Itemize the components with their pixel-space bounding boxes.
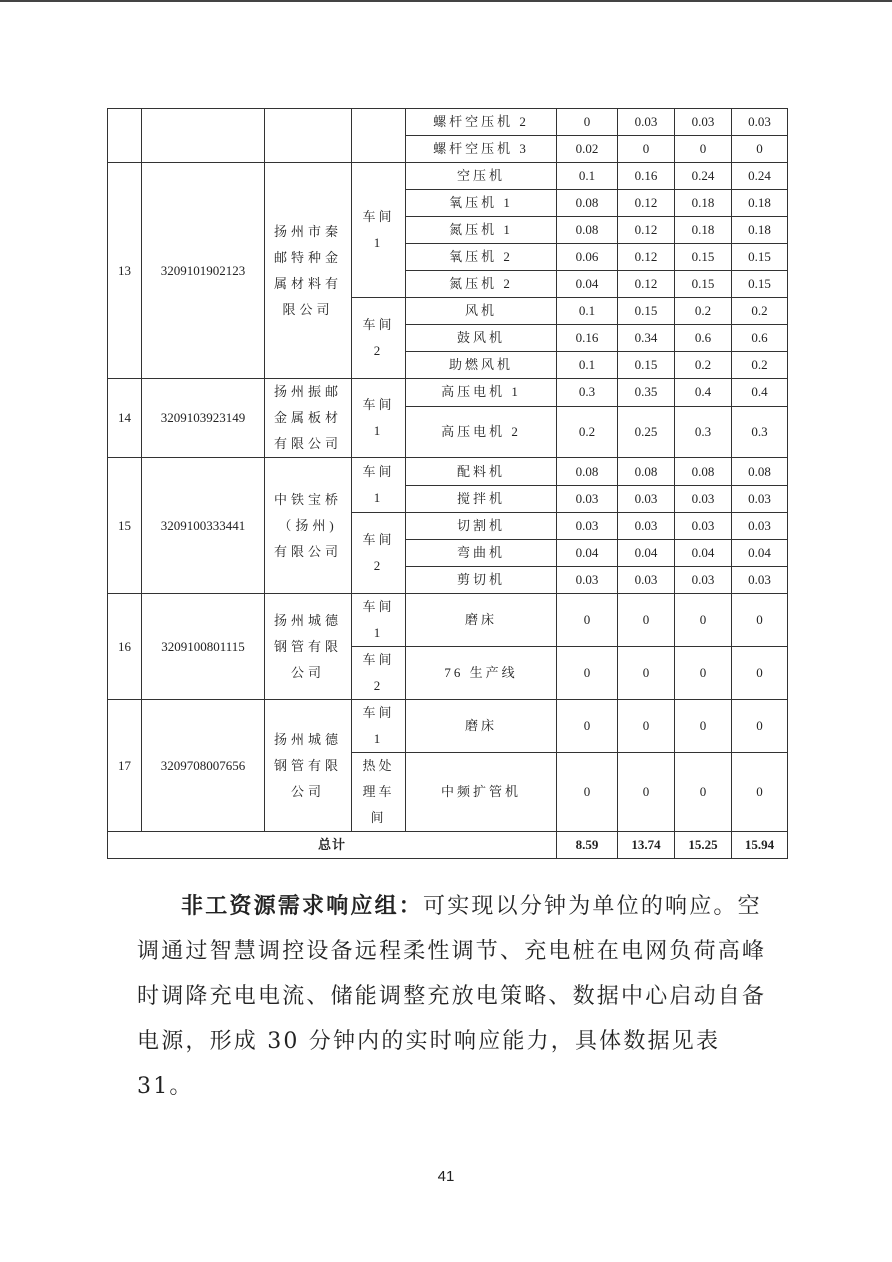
value-cell: 0 (618, 647, 675, 700)
value-cell: 0.03 (675, 513, 732, 540)
value-cell: 0.04 (675, 540, 732, 567)
value-cell: 0.18 (732, 190, 788, 217)
value-cell: 0.03 (732, 513, 788, 540)
table-body (108, 109, 788, 859)
table-row (108, 700, 788, 753)
top-border (0, 0, 892, 2)
value-cell: 0 (675, 647, 732, 700)
value-cell: 0.08 (732, 458, 788, 486)
company-name: 扬州市秦邮特种金属材料有限公司 (265, 163, 352, 379)
equipment-cell: 切割机 (406, 513, 557, 540)
value-cell: 0.03 (675, 567, 732, 594)
workshop-cell (352, 109, 406, 163)
value-cell: 0 (557, 700, 618, 753)
value-cell: 0.03 (618, 513, 675, 540)
equipment-cell: 氮压机 1 (406, 217, 557, 244)
equipment-cell: 76 生产线 (406, 647, 557, 700)
workshop-name: 车间2 (352, 513, 406, 594)
equipment-cell: 助燃风机 (406, 352, 557, 379)
value-cell: 0.24 (675, 163, 732, 190)
value-cell: 0 (732, 647, 788, 700)
value-cell: 0 (557, 594, 618, 647)
company-name: 中铁宝桥（扬州)有限公司 (265, 458, 352, 594)
value-cell: 0.34 (618, 325, 675, 352)
value-cell: 0.08 (675, 458, 732, 486)
equipment-cell: 高压电机 1 (406, 379, 557, 407)
value-cell: 0 (618, 753, 675, 832)
value-cell: 0 (618, 700, 675, 753)
total-value: 15.94 (732, 832, 788, 859)
paragraph-lead: 非工资源需求响应组： (181, 893, 424, 919)
equipment-cell: 空压机 (406, 163, 557, 190)
value-cell: 0.18 (675, 190, 732, 217)
value-cell: 0.16 (557, 325, 618, 352)
value-cell: 0.4 (675, 379, 732, 407)
user-code: 3209103923149 (142, 379, 265, 458)
workshop-name: 车间2 (352, 298, 406, 379)
value-cell: 0.08 (557, 217, 618, 244)
value-cell: 0.03 (732, 486, 788, 513)
value-cell: 0 (618, 594, 675, 647)
workshop-name: 车间1 (352, 163, 406, 298)
total-label: 总计 (108, 832, 557, 859)
value-cell: 0.15 (732, 271, 788, 298)
workshop-name: 车间1 (352, 379, 406, 458)
equipment-cell: 磨床 (406, 594, 557, 647)
value-cell: 0.3 (557, 379, 618, 407)
value-cell: 0.2 (732, 352, 788, 379)
value-cell: 0.04 (557, 271, 618, 298)
body-paragraph (137, 884, 767, 1109)
value-cell: 0 (732, 136, 788, 163)
user-code: 3209708007656 (142, 700, 265, 832)
value-cell: 0.06 (557, 244, 618, 271)
value-cell: 0.03 (618, 567, 675, 594)
equipment-cell: 高压电机 2 (406, 406, 557, 457)
value-cell: 0.12 (618, 190, 675, 217)
total-value: 15.25 (675, 832, 732, 859)
value-cell: 0.12 (618, 217, 675, 244)
value-cell: 0.3 (732, 406, 788, 457)
page-number: 41 (437, 1168, 455, 1185)
value-cell: 0.1 (557, 352, 618, 379)
value-cell: 0 (732, 594, 788, 647)
equipment-cell: 螺杆空压机 2 (406, 109, 557, 136)
company-name: 扬州振邮金属板材有限公司 (265, 379, 352, 458)
code-cell (142, 109, 265, 163)
value-cell: 0.24 (732, 163, 788, 190)
value-cell: 0.15 (675, 244, 732, 271)
value-cell: 0.6 (732, 325, 788, 352)
value-cell: 0 (732, 753, 788, 832)
value-cell: 0.02 (557, 136, 618, 163)
value-cell: 0.15 (732, 244, 788, 271)
equipment-cell: 弯曲机 (406, 540, 557, 567)
value-cell: 0 (675, 136, 732, 163)
total-value: 8.59 (557, 832, 618, 859)
value-cell: 0.04 (557, 540, 618, 567)
equipment-cell: 螺杆空压机 3 (406, 136, 557, 163)
value-cell: 0 (732, 700, 788, 753)
paragraph-body: 可实现以分钟为单位的响应。空调通过智慧调控设备远程柔性调节、充电桩在电网负荷高峰时调降充电电流、储能调整充放电策略、数据中心启动自备电源，形成 30 分钟内的实时响应能力，具体数据见表 31。 (137, 894, 767, 1099)
value-cell: 0.6 (675, 325, 732, 352)
value-cell: 0.25 (618, 406, 675, 457)
company-name: 扬州城德钢管有限公司 (265, 594, 352, 700)
value-cell: 0.03 (557, 567, 618, 594)
row-number: 16 (108, 594, 142, 700)
equipment-cell: 中频扩管机 (406, 753, 557, 832)
workshop-name: 车间2 (352, 647, 406, 700)
value-cell: 0.18 (732, 217, 788, 244)
value-cell: 0.2 (557, 406, 618, 457)
row-number: 14 (108, 379, 142, 458)
value-cell: 0.03 (675, 486, 732, 513)
table-row (108, 163, 788, 190)
table-row (108, 594, 788, 647)
value-cell: 0.3 (675, 406, 732, 457)
value-cell: 0.15 (618, 298, 675, 325)
value-cell: 0 (675, 700, 732, 753)
value-cell: 0.03 (557, 513, 618, 540)
value-cell: 0.35 (618, 379, 675, 407)
table-row (108, 458, 788, 486)
user-code: 3209101902123 (142, 163, 265, 379)
value-cell: 0.03 (618, 109, 675, 136)
value-cell: 0 (557, 647, 618, 700)
value-cell: 0.2 (675, 352, 732, 379)
value-cell: 0 (618, 136, 675, 163)
value-cell: 0 (675, 753, 732, 832)
row-number: 15 (108, 458, 142, 594)
value-cell: 0.15 (675, 271, 732, 298)
value-cell: 0.4 (732, 379, 788, 407)
no-cell (108, 109, 142, 163)
value-cell: 0.16 (618, 163, 675, 190)
table-row (108, 109, 788, 136)
value-cell: 0.12 (618, 244, 675, 271)
value-cell: 0.04 (732, 540, 788, 567)
equipment-cell: 搅拌机 (406, 486, 557, 513)
row-number: 17 (108, 700, 142, 832)
value-cell: 0.1 (557, 163, 618, 190)
value-cell: 0.08 (557, 190, 618, 217)
equipment-cell: 氮压机 2 (406, 271, 557, 298)
value-cell: 0.04 (618, 540, 675, 567)
equipment-cell: 鼓风机 (406, 325, 557, 352)
workshop-name: 车间1 (352, 700, 406, 753)
workshop-name: 车间1 (352, 594, 406, 647)
value-cell: 0.12 (618, 271, 675, 298)
table-row (108, 379, 788, 407)
response-capacity-table (107, 108, 788, 859)
row-number: 13 (108, 163, 142, 379)
equipment-cell: 剪切机 (406, 567, 557, 594)
value-cell: 0.18 (675, 217, 732, 244)
value-cell: 0.03 (618, 486, 675, 513)
value-cell: 0 (557, 753, 618, 832)
equipment-cell: 氧压机 2 (406, 244, 557, 271)
value-cell: 0 (675, 594, 732, 647)
company-cell (265, 109, 352, 163)
value-cell: 0.2 (675, 298, 732, 325)
equipment-cell: 磨床 (406, 700, 557, 753)
workshop-name: 车间1 (352, 458, 406, 513)
company-name: 扬州城德钢管有限公司 (265, 700, 352, 832)
value-cell: 0.08 (618, 458, 675, 486)
value-cell: 0.1 (557, 298, 618, 325)
value-cell: 0.08 (557, 458, 618, 486)
equipment-cell: 氧压机 1 (406, 190, 557, 217)
user-code: 3209100333441 (142, 458, 265, 594)
equipment-cell: 配料机 (406, 458, 557, 486)
value-cell: 0.2 (732, 298, 788, 325)
value-cell: 0.15 (618, 352, 675, 379)
user-code: 3209100801115 (142, 594, 265, 700)
value-cell: 0.03 (675, 109, 732, 136)
value-cell: 0.03 (732, 109, 788, 136)
total-row (108, 832, 788, 859)
value-cell: 0 (557, 109, 618, 136)
value-cell: 0.03 (732, 567, 788, 594)
total-value: 13.74 (618, 832, 675, 859)
workshop-name: 热处理车间 (352, 753, 406, 832)
value-cell: 0.03 (557, 486, 618, 513)
equipment-cell: 风机 (406, 298, 557, 325)
